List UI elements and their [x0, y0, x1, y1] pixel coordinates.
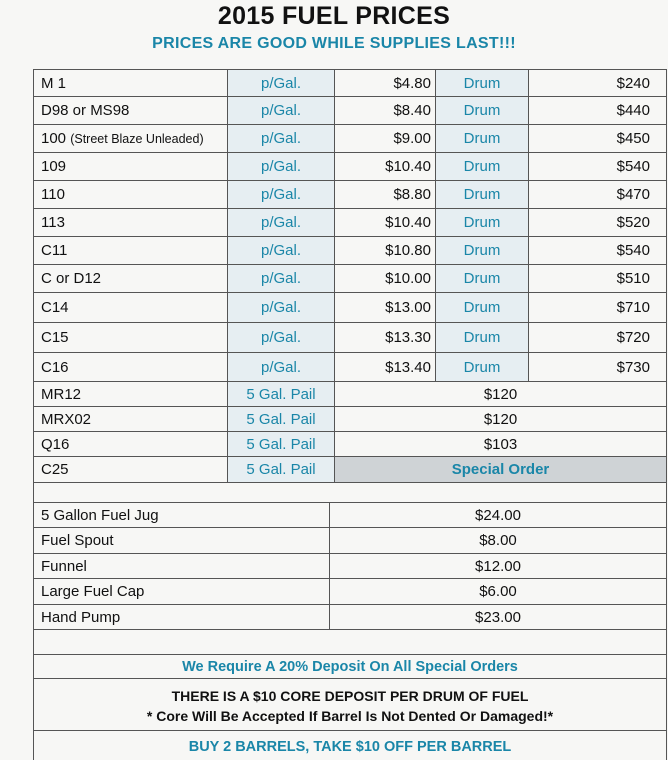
promo-note: BUY 2 BARRELS, TAKE $10 OFF PER BARREL	[34, 730, 666, 760]
drum-price: $440	[528, 97, 666, 124]
fuel-name: M 1	[41, 74, 67, 92]
fuel-price: $8.40	[334, 97, 435, 124]
special-order-label: Special Order	[334, 457, 666, 482]
fuel-unit: p/Gal.	[227, 125, 334, 152]
drum-price: $540	[528, 153, 666, 180]
core-deposit-line2: * Core Will Be Accepted If Barrel Is Not Dented Or Damaged!*	[146, 708, 554, 724]
pail-row	[34, 406, 666, 431]
accessory-name: Hand Pump	[41, 608, 121, 626]
accessory-price: $24.00	[329, 503, 666, 527]
price-table	[33, 69, 667, 760]
fuel-row	[34, 292, 666, 322]
pail-name: MRX02	[41, 410, 92, 428]
accessory-row	[34, 553, 666, 578]
pail-unit: 5 Gal. Pail	[227, 432, 334, 456]
fuel-price: $10.40	[334, 209, 435, 236]
drum-label: Drum	[435, 153, 528, 180]
fuel-name-note: (Street Blaze Unleaded)	[70, 131, 204, 146]
fuel-name: 109	[41, 158, 67, 175]
fuel-name: C or D12	[41, 270, 102, 287]
fuel-unit: p/Gal.	[227, 265, 334, 292]
fuel-row	[34, 96, 666, 124]
fuel-price: $4.80	[334, 70, 435, 96]
fuel-unit: p/Gal.	[227, 181, 334, 208]
accessory-price: $6.00	[329, 579, 666, 604]
fuel-price: $10.80	[334, 237, 435, 264]
pail-unit: 5 Gal. Pail	[227, 457, 334, 482]
fuel-unit: p/Gal.	[227, 153, 334, 180]
drum-label: Drum	[435, 293, 528, 322]
fuel-price: $8.80	[334, 181, 435, 208]
drum-price: $470	[528, 181, 666, 208]
fuel-name: D98 or MS98	[41, 102, 130, 119]
pail-row	[34, 456, 666, 482]
accessory-row	[34, 578, 666, 604]
accessory-price: $12.00	[329, 554, 666, 578]
fuel-price: $13.30	[334, 323, 435, 352]
fuel-unit: p/Gal.	[227, 237, 334, 264]
accessory-price: $23.00	[329, 605, 666, 629]
fuel-row	[34, 69, 666, 96]
accessory-name: Funnel	[41, 557, 87, 575]
fuel-name: 113	[41, 214, 65, 231]
pail-name: C25	[41, 461, 69, 478]
pail-unit: 5 Gal. Pail	[227, 382, 334, 406]
drum-label: Drum	[435, 209, 528, 236]
fuel-price: $10.00	[334, 265, 435, 292]
drum-price: $240	[528, 70, 666, 96]
pail-row	[34, 381, 666, 406]
pail-name: Q16	[41, 435, 70, 453]
page-subtitle: PRICES ARE GOOD WHILE SUPPLIES LAST!!!	[152, 35, 516, 52]
core-deposit-note	[34, 678, 666, 730]
fuel-row	[34, 152, 666, 180]
fuel-unit: p/Gal.	[227, 353, 334, 381]
drum-label: Drum	[435, 265, 528, 292]
pail-name: MR12	[41, 385, 82, 403]
blank-separator	[34, 629, 666, 654]
drum-price: $720	[528, 323, 666, 352]
fuel-row	[34, 264, 666, 292]
accessory-name: Fuel Spout	[41, 532, 114, 549]
pail-price: $120	[334, 382, 666, 406]
drum-price: $540	[528, 237, 666, 264]
fuel-name: C16	[41, 358, 69, 376]
fuel-name: C14	[41, 299, 69, 316]
fuel-price: $13.40	[334, 353, 435, 381]
fuel-unit: p/Gal.	[227, 97, 334, 124]
pail-price: $103	[334, 432, 666, 456]
fuel-unit: p/Gal.	[227, 70, 334, 96]
fuel-unit: p/Gal.	[227, 293, 334, 322]
fuel-row	[34, 124, 666, 152]
drum-label: Drum	[435, 323, 528, 352]
drum-label: Drum	[435, 353, 528, 381]
accessory-row	[34, 502, 666, 527]
pail-price: $120	[334, 407, 666, 431]
fuel-price: $13.00	[334, 293, 435, 322]
drum-label: Drum	[435, 125, 528, 152]
drum-label: Drum	[435, 181, 528, 208]
fuel-name: C15	[41, 329, 69, 346]
fuel-name: C11	[41, 242, 68, 259]
fuel-name	[34, 125, 227, 152]
pail-unit: 5 Gal. Pail	[227, 407, 334, 431]
accessory-row	[34, 604, 666, 629]
core-deposit-line1: THERE IS A $10 CORE DEPOSIT PER DRUM OF FUEL	[171, 688, 529, 704]
accessory-name: Large Fuel Cap	[41, 583, 145, 600]
drum-label: Drum	[435, 97, 528, 124]
accessory-price: $8.00	[329, 528, 666, 553]
blank-separator	[34, 482, 666, 502]
drum-price: $710	[528, 293, 666, 322]
deposit-note: We Require A 20% Deposit On All Special Orders	[34, 654, 666, 678]
accessory-row	[34, 527, 666, 553]
fuel-row	[34, 208, 666, 236]
drum-price: $730	[528, 353, 666, 381]
fuel-name: 110	[41, 186, 65, 203]
drum-label: Drum	[435, 237, 528, 264]
fuel-name-main: 100	[41, 130, 67, 147]
drum-price: $450	[528, 125, 666, 152]
drum-label: Drum	[435, 70, 528, 96]
drum-price: $510	[528, 265, 666, 292]
fuel-row	[34, 352, 666, 381]
page-title: 2015 FUEL PRICES	[217, 2, 451, 30]
drum-price: $520	[528, 209, 666, 236]
fuel-row	[34, 236, 666, 264]
fuel-unit: p/Gal.	[227, 323, 334, 352]
pail-row	[34, 431, 666, 456]
fuel-price: $10.40	[334, 153, 435, 180]
accessory-name: 5 Gallon Fuel Jug	[41, 506, 159, 524]
fuel-unit: p/Gal.	[227, 209, 334, 236]
fuel-row	[34, 322, 666, 352]
fuel-price: $9.00	[334, 125, 435, 152]
fuel-row	[34, 180, 666, 208]
